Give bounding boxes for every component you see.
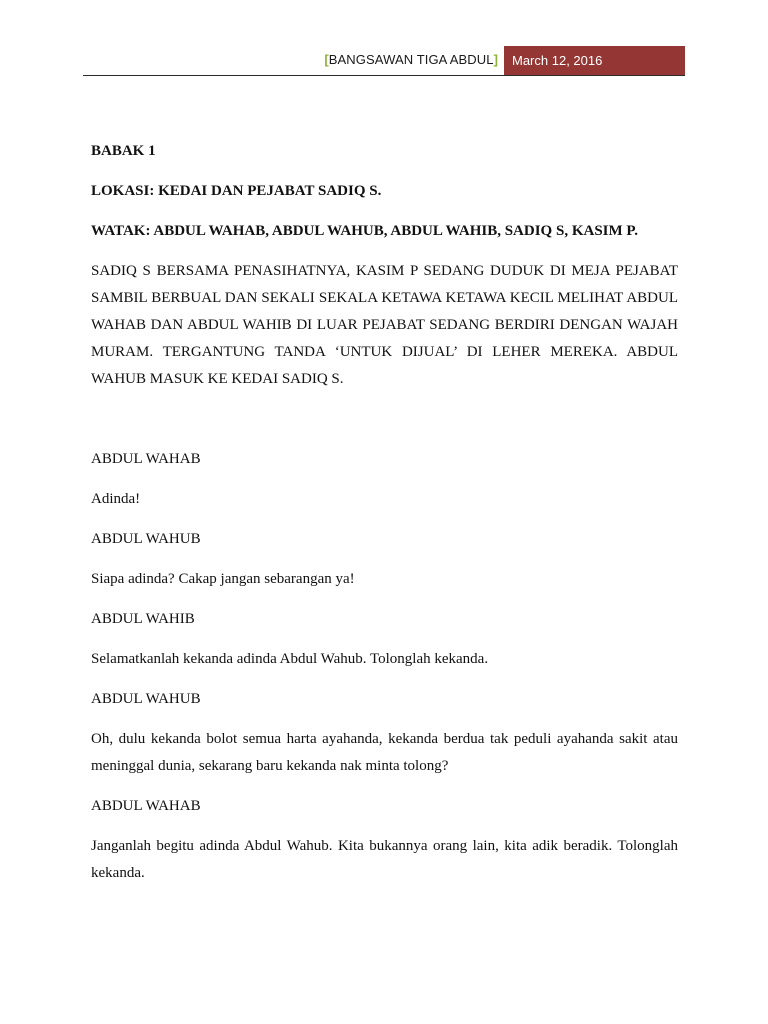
stage-direction: SADIQ S BERSAMA PENASIHATNYA, KASIM P SEDANG DUDUK DI MEJA PEJABAT SAMBIL BERBUAL DAN SEKALI SEKALA KETAWA KETAWA KECIL MELIHAT ABDUL WAHAB DAN ABDUL WAHIB DI LUAR PEJABAT SEDANG BERDIRI DENGAN WAJAH MURAM. TERGANTUNG TANDA ‘UNTUK DIJUAL’ DI LEHER MEREKA. ABDUL WAHUB MASUK KE KEDAI SADIQ S. xyxy=(91,263,678,387)
dialogue-line: Janganlah begitu adinda Abdul Wahub. Kita bukannya orang lain, kita adik beradik. Tolonglah kekanda. xyxy=(91,838,678,881)
dialogue-line: Selamatkanlah kekanda adinda Abdul Wahub. Tolonglah kekanda. xyxy=(91,651,489,667)
dialogue-block xyxy=(91,446,678,513)
dialogue-line: Adinda! xyxy=(91,491,141,507)
act-heading: BABAK 1 xyxy=(91,143,156,159)
speaker-name: ABDUL WAHAB xyxy=(91,798,201,814)
dialogue-line: Oh, dulu kekanda bolot semua harta ayahanda, kekanda berdua tak peduli ayahanda sakit atau meninggal dunia, sekarang baru kekanda nak minta tolong? xyxy=(91,731,678,774)
dialogue-block xyxy=(91,526,678,593)
title-bracket-close: ] xyxy=(493,52,498,67)
document-title-text: BANGSAWAN TIGA ABDUL xyxy=(328,52,494,67)
title-bracket-open: [ xyxy=(324,52,329,67)
speaker-name: ABDUL WAHUB xyxy=(91,531,201,547)
speaker-name: ABDUL WAHUB xyxy=(91,691,201,707)
document-date: March 12, 2016 xyxy=(504,46,685,76)
speaker-name: ABDUL WAHAB xyxy=(91,451,201,467)
dialogue-line: Siapa adinda? Cakap jangan sebarangan ya! xyxy=(91,571,355,587)
speaker-name: ABDUL WAHIB xyxy=(91,611,195,627)
page-header xyxy=(83,46,685,76)
dialogue-block xyxy=(91,606,678,673)
dialogue-block xyxy=(91,793,678,887)
location-heading: LOKASI: KEDAI DAN PEJABAT SADIQ S. xyxy=(91,183,382,199)
header-divider xyxy=(83,75,685,76)
dialogue-block xyxy=(91,686,678,780)
characters-heading: WATAK: ABDUL WAHAB, ABDUL WAHUB, ABDUL WAHIB, SADIQ S, KASIM P. xyxy=(91,223,638,239)
script-body xyxy=(91,138,678,900)
document-title xyxy=(324,52,498,67)
